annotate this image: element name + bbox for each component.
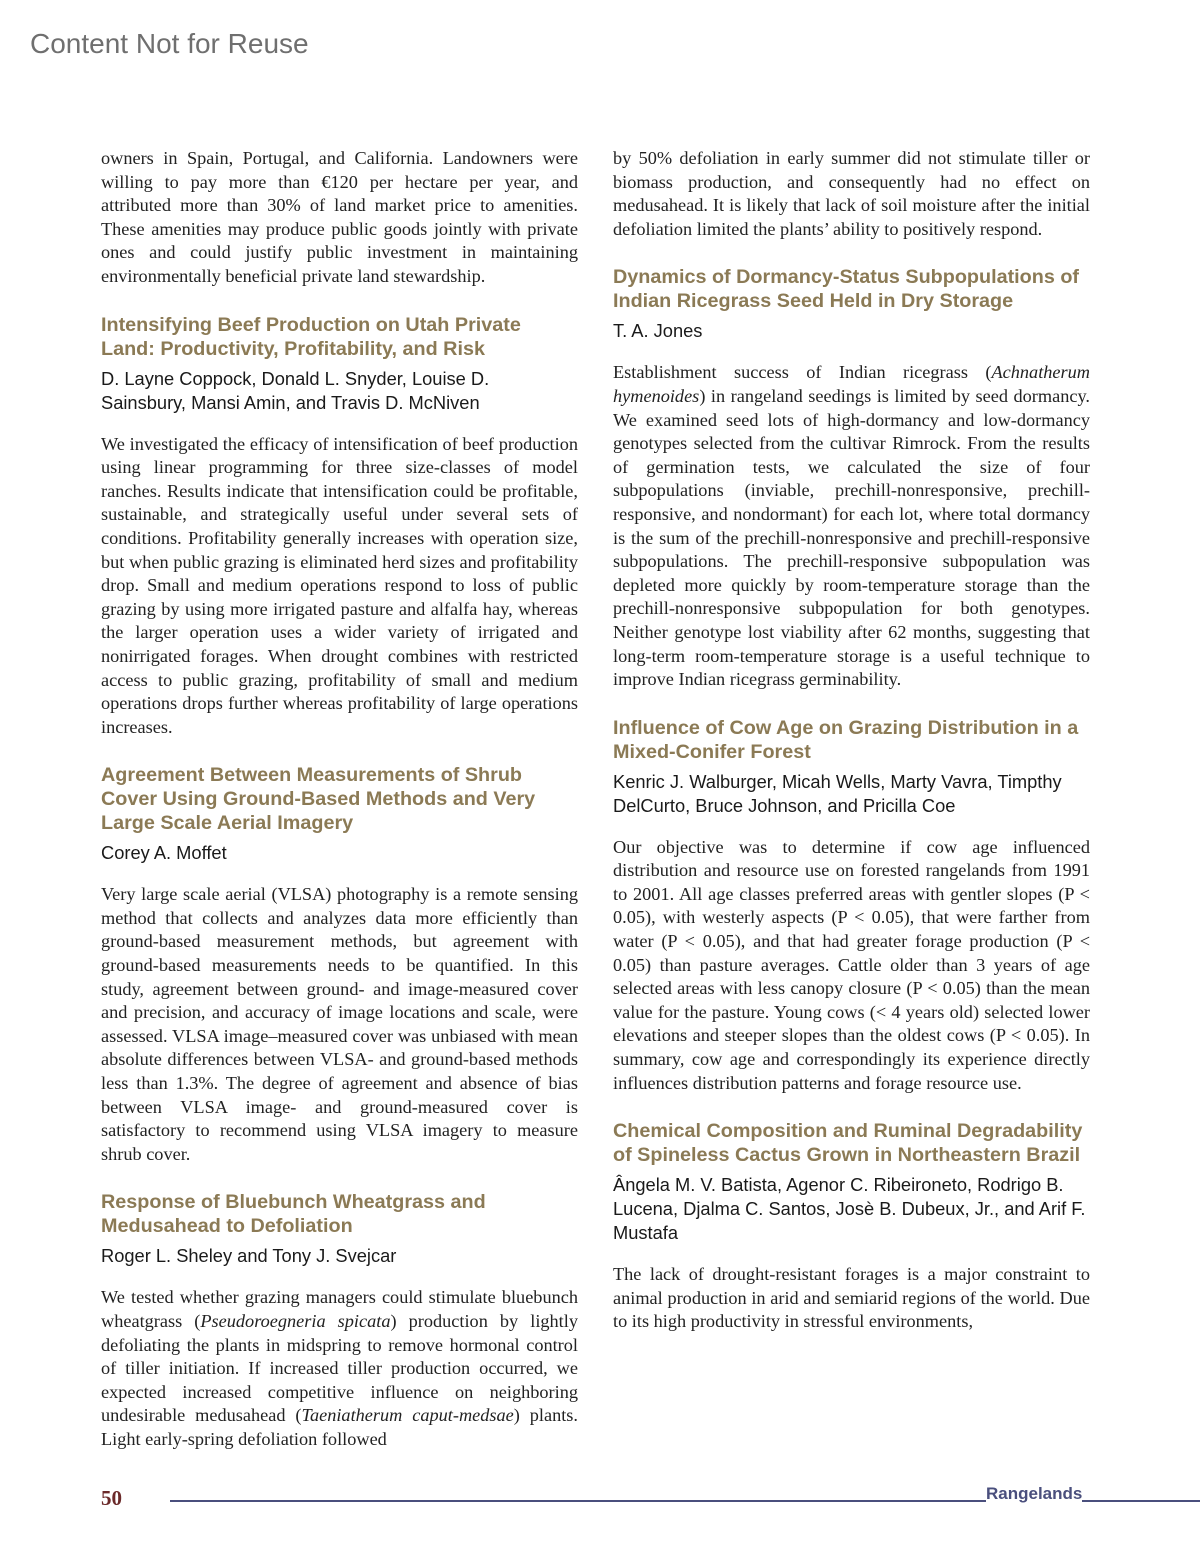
page-number: 50 [101,1486,122,1510]
journal-name: Rangelands [986,1484,1083,1503]
abstract-text: ) production by lightly defoliating the plants in midspring to remove hormonal control of tiller initiation. If increased tiller production occurred, we expected increased competitive influence on neighboring undesirable medusahead ( [101,1311,578,1426]
article-title: Response of Bluebunch Wheatgrass and Medusahead to Defoliation [101,1191,486,1238]
article-title: Influence of Cow Age on Grazing Distribution in a Mixed-Conifer Forest [613,716,1079,763]
abstract-text: ) in rangeland seedings is limited by seed dormancy. We examined seed lots of high-dormancy and low-dormancy genotypes selected from the cultivar Rimrock. From the results of germination tests, we calculated the size of four subpopulations (inviable, prechill-nonresponsive, prechill-responsive, and nondormant) for each lot, where total dormancy is the sum of the prechill-nonresponsive and prechill-responsive subpopulations. The prechill-responsive subpopulation was depleted more quickly by room-temperature storage than the prechill-nonresponsive subpopulation for both genotypes. Neither genotype lost viability after 62 months, suggesting that long-term room-temperature storage is a useful technique to improve Indian ricegrass germinability. [613,385,1090,690]
article-authors: T. A. Jones [613,320,703,342]
continued-paragraph: by 50% defoliation in early summer did not stimulate tiller or biomass production, and consequently had no effect on medusahead. It is likely that lack of soil moisture after the initial defoliation limited the plants’ ability to positively respond. [613,148,1090,239]
article-authors: Corey A. Moffet [101,842,227,864]
article-entry [613,716,1090,1096]
left-column [101,147,578,1452]
article-entry [101,1190,578,1451]
abstract-text: We tested whether grazing managers could stimulate bluebunch wheatgrass ( [101,1287,578,1331]
article-abstract [613,361,1090,691]
article-entry [101,313,578,740]
article-title: Dynamics of Dormancy-Status Subpopulations of Indian Ricegrass Seed Held in Dry Storage [613,266,1080,313]
abstract-text: Establishment success of Indian ricegrass ( [613,362,992,383]
article-authors: Kenric J. Walburger, Micah Wells, Marty Vavra, Timpthy DelCurto, Bruce Johnson, and Pricilla Coe [613,770,1062,816]
article-abstract [101,1286,578,1451]
article-entry [101,763,578,1166]
species-name: Achnatherum hymenoides [613,362,1090,406]
species-name: Pseudoroegneria spicata [200,1311,391,1331]
species-name: Taeniatherum caput-medsae [301,1405,514,1426]
article-entry [613,265,1090,691]
article-abstract: The lack of drought-resistant forages is a major constraint to animal production in arid and semiarid regions of the world. Due to its high productivity in stressful environments, [613,1264,1090,1332]
article-authors: D. Layne Coppock, Donald L. Snyder, Louise D. Sainsbury, Mansi Amin, and Travis D. McNiven [101,367,490,413]
abstract-text: ) plants. Light early-spring defoliation followed [101,1405,578,1449]
article-abstract: We investigated the efficacy of intensification of beef production using linear programming for three size-classes of model ranches. Results indicate that intensification could be profitable, sustainable, and strategically useful under several sets of conditions. Profitability generally increases with operation size, but when public grazing is eliminated herd sizes and profitability drop. Small and medium operations respond to loss of public grazing by using more irrigated pasture and alfalfa hay, whereas the larger operation uses a wider variety of irrigated and nonirrigated forages. When drought combines with restricted access to public grazing, profitability of small and medium operations drops further whereas profitability of large operations increases. [101,433,578,737]
right-column [613,147,1090,1334]
article-entry [613,1119,1090,1334]
article-authors: Roger L. Sheley and Tony J. Svejcar [101,1245,397,1267]
article-authors: Ângela M. V. Batista, Agenor C. Ribeironeto, Rodrigo B. Lucena, Djalma C. Santos, Josè B. Dubeux, Jr., and Arif F. Mustafa [613,1174,1086,1244]
watermark: Content Not for Reuse [30,28,309,59]
article-title: Agreement Between Measurements of Shrub Cover Using Ground-Based Methods and Very Large Scale Aerial Imagery [101,764,536,835]
article-title: Chemical Composition and Ruminal Degradability of Spineless Cactus Grown in Northeastern Brazil [613,1120,1083,1167]
article-abstract: Our objective was to determine if cow age influenced distribution and resource use on forested rangelands from 1991 to 2001. All age classes preferred areas with gentler slopes (P < 0.05), with westerly aspects (P < 0.05), that were farther from water (P < 0.05), and that had greater forage production (P < 0.05) than pasture averages. Cattle older than 3 years of age selected areas with less canopy closure (P < 0.05) than the mean value for the pasture. Young cows (< 4 years old) selected lower elevations and steeper slopes than the oldest cows (P < 0.05). In summary, cow age and correspondingly its experience directly influences distribution patterns and forage resource use. [613,836,1090,1093]
article-title: Intensifying Beef Production on Utah Private Land: Productivity, Profitability, and Risk [101,313,521,360]
article-abstract: Very large scale aerial (VLSA) photography is a remote sensing method that collects and analyzes data more efficiently than ground-based measurement methods, but agreement with ground-based measurements needs to be quantified. In this study, agreement between ground- and image-measured cover and precision, and accuracy of image locations and scale, were assessed. VLSA image–measured cover was unbiased with mean absolute differences between VLSA- and ground-based methods less than 1.3%. The degree of agreement and absence of bias between VLSA image- and ground-measured cover is satisfactory to recommend using VLSA imagery to measure shrub cover. [101,884,578,1164]
continued-paragraph: owners in Spain, Portugal, and California. Landowners were willing to pay more than €120 per hectare per year, and attributed more than 30% of land market price to amenities. These amenities may produce public goods jointly with private ones and could justify public investment in maintaining environmentally beneficial private land stewardship. [101,148,578,286]
